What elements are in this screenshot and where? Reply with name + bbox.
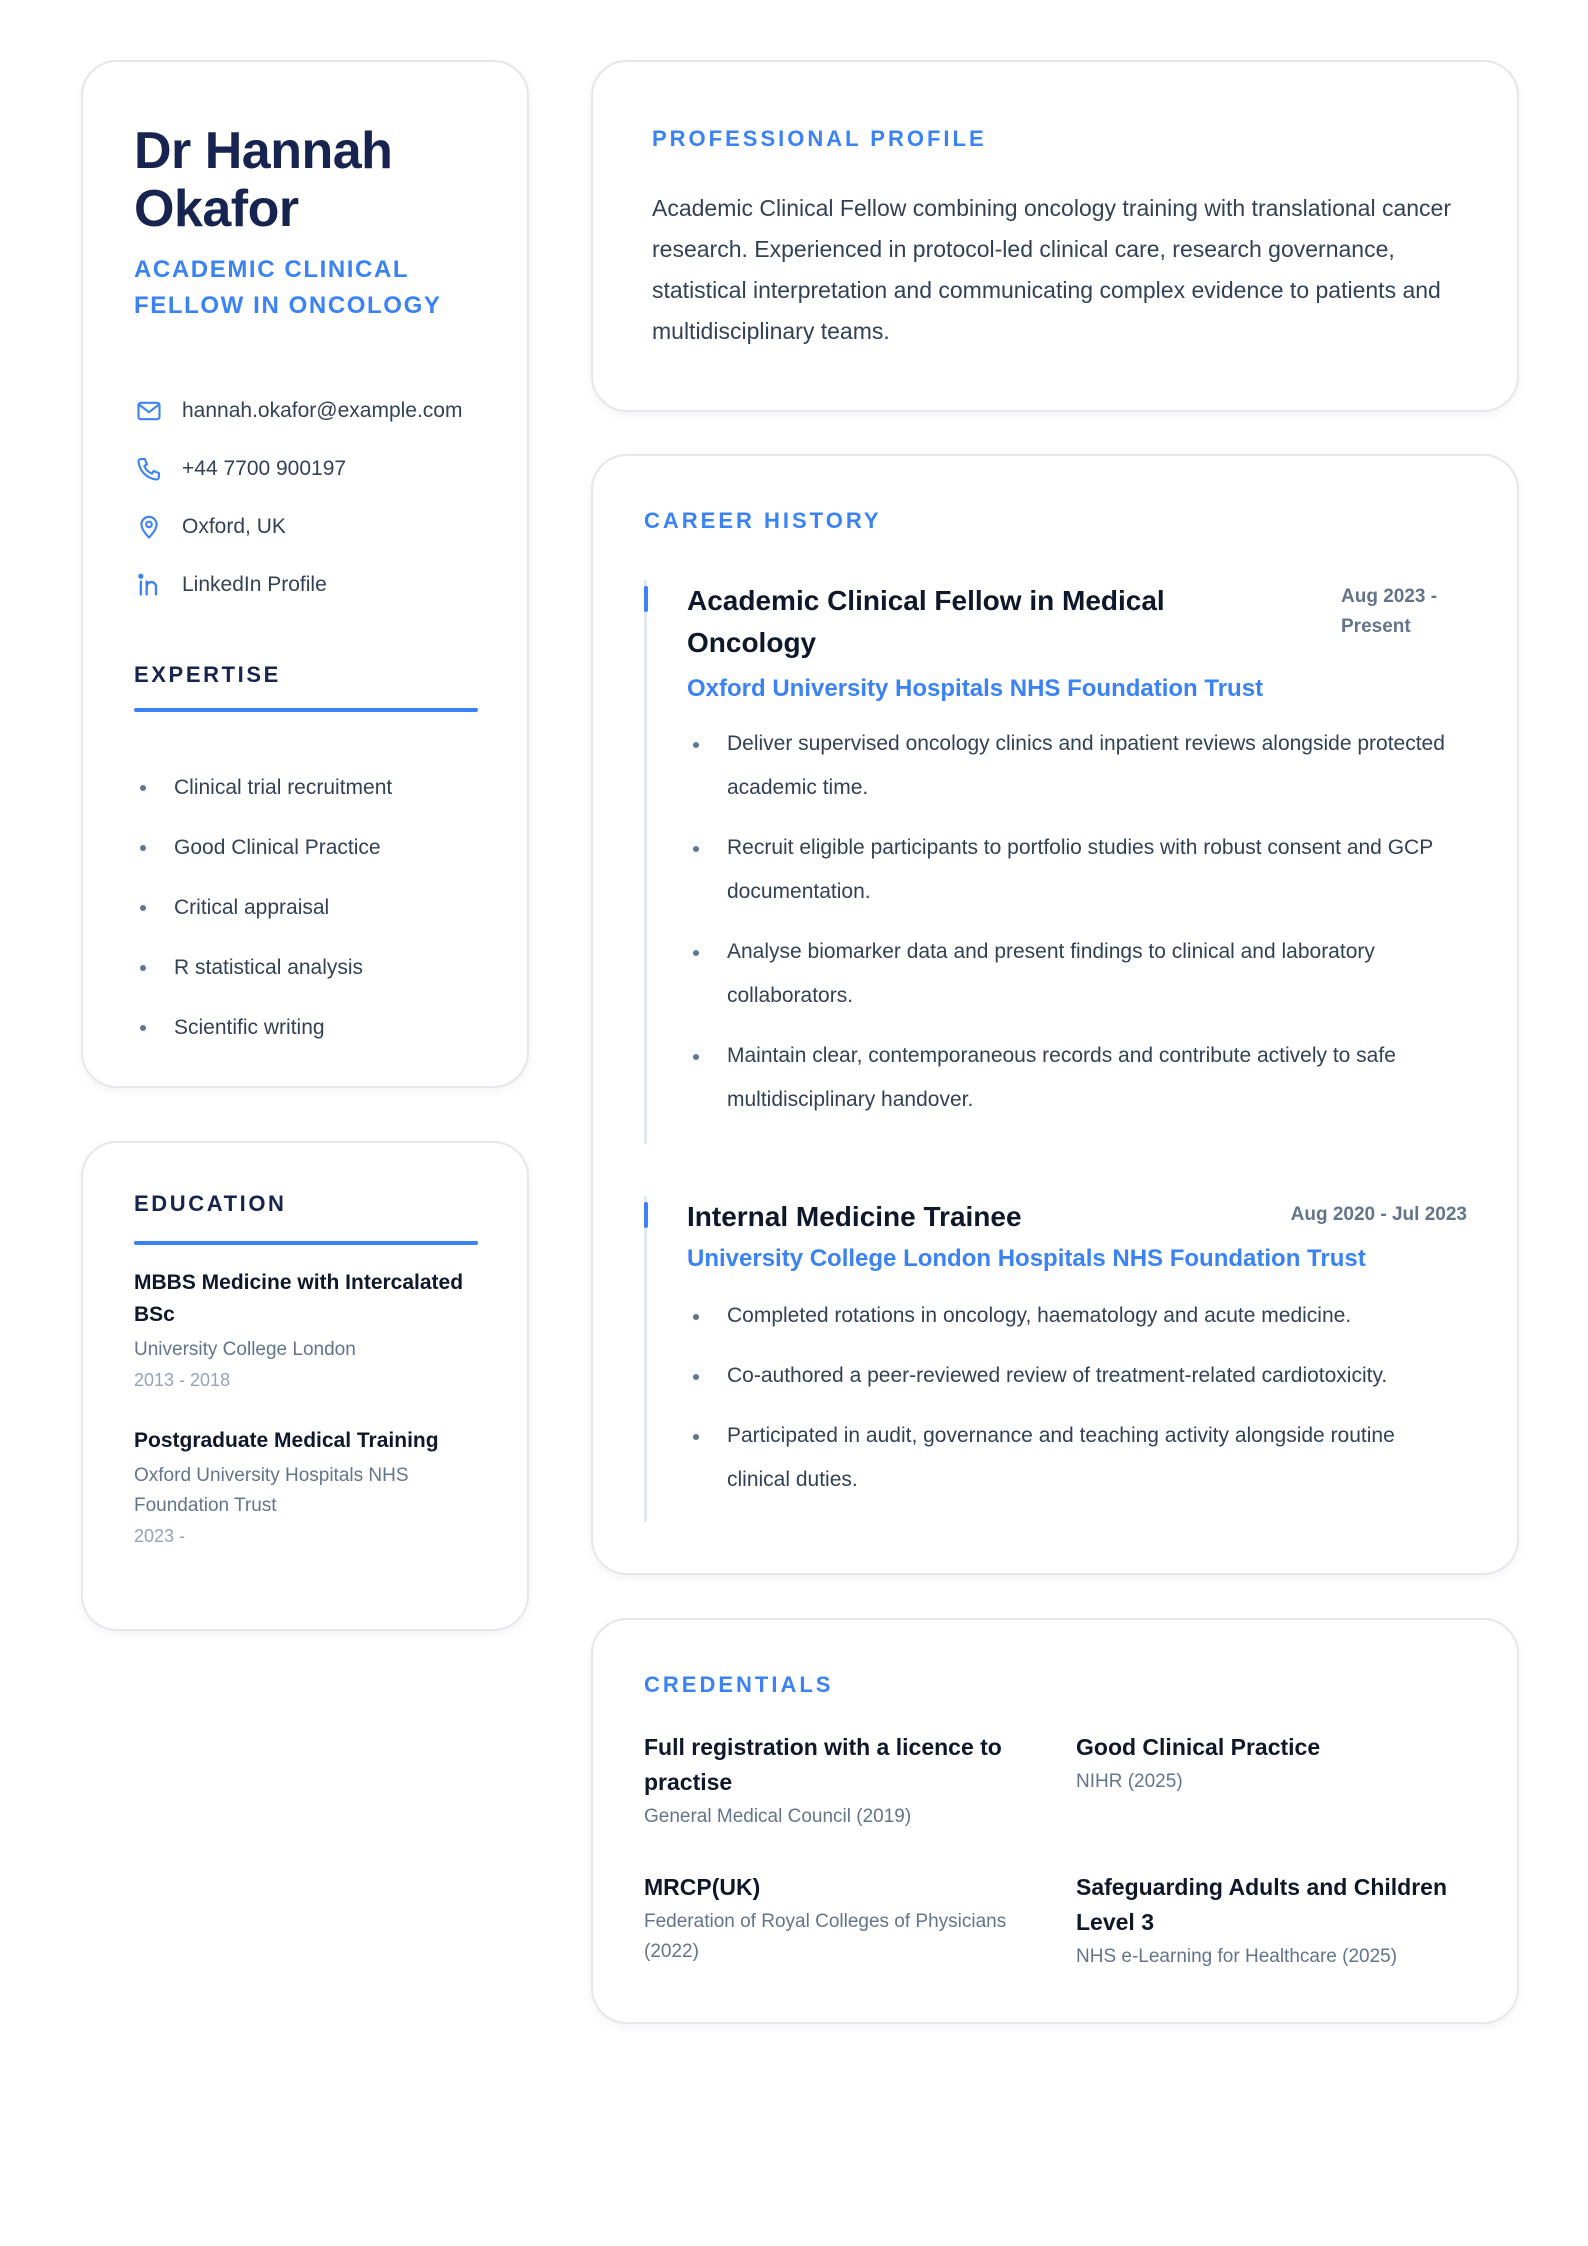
contact-location <box>134 498 514 556</box>
career-history-card <box>591 454 1519 1575</box>
duty-text: Analyse biomarker data and present findings to clinical and laboratory collaborators. <box>727 940 1375 1007</box>
job-dates: Aug 2023 - Present <box>1341 586 1438 637</box>
education-entry <box>134 1267 478 1395</box>
bullet-icon <box>693 1054 699 1060</box>
credential-item <box>644 1870 1044 1967</box>
skill-label: Scientific writing <box>174 1016 325 1039</box>
candidate-role: ACADEMIC CLINICAL FELLOW IN ONCOLOGY <box>134 256 442 319</box>
profile-summary: Academic Clinical Fellow combining oncology training with translational cancer research. Experienced in protocol-led clinical care, research governance, statistical interpretation and communicating complex evidence to patients and multidisciplinary teams. <box>652 195 1451 344</box>
contact-list <box>134 382 514 614</box>
credentials-card <box>591 1618 1519 2024</box>
credentials-heading: CREDENTIALS <box>644 1672 834 1697</box>
mail-icon <box>134 396 164 426</box>
years: 2013 - 2018 <box>134 1370 231 1390</box>
list-item <box>687 722 1447 810</box>
credential-source: NHS e-Learning for Healthcare (2025) <box>1076 1946 1398 1967</box>
duty-text: Maintain clear, contemporaneous records and contribute actively to safe multidisciplinary handover. <box>727 1044 1396 1111</box>
bullet-icon <box>693 1374 699 1380</box>
credential-title: Full registration with a licence to practise <box>644 1734 1002 1795</box>
profile-card <box>81 60 529 1088</box>
education-entry <box>134 1425 478 1551</box>
credential-title: MRCP(UK) <box>644 1874 761 1900</box>
skill-label: Clinical trial recruitment <box>174 776 393 799</box>
list-item <box>687 1034 1447 1122</box>
bullet-icon <box>693 1434 699 1440</box>
job-duties <box>687 1294 1447 1518</box>
list-item <box>134 998 478 1058</box>
professional-profile-card <box>591 60 1519 412</box>
list-item <box>687 826 1447 914</box>
list-item <box>687 930 1447 1018</box>
degree-title: Postgraduate Medical Training <box>134 1429 439 1452</box>
credential-source: NIHR (2025) <box>1076 1771 1183 1792</box>
credential-item <box>1076 1730 1476 1797</box>
expertise-list <box>134 758 478 1058</box>
bullet-icon <box>140 845 146 851</box>
career-heading: CAREER HISTORY <box>644 508 882 533</box>
bullet-icon <box>140 905 146 911</box>
education-heading: EDUCATION <box>134 1191 287 1216</box>
credential-source: General Medical Council (2019) <box>644 1806 912 1827</box>
job-entry <box>644 1196 1467 1522</box>
job-entry <box>644 580 1464 1144</box>
duty-text: Completed rotations in oncology, haematology and acute medicine. <box>727 1304 1352 1327</box>
list-item <box>134 758 478 818</box>
duty-text: Deliver supervised oncology clinics and inpatient reviews alongside protected academic time. <box>727 732 1445 799</box>
bullet-icon <box>140 965 146 971</box>
skill-label: R statistical analysis <box>174 956 364 979</box>
job-organisation: Oxford University Hospitals NHS Foundation Trust <box>687 675 1264 702</box>
list-item <box>134 878 478 938</box>
credential-title: Good Clinical Practice <box>1076 1734 1321 1760</box>
bullet-icon <box>693 950 699 956</box>
bullet-icon <box>693 742 699 748</box>
candidate-name: Dr Hannah Okafor <box>134 122 393 238</box>
list-item <box>134 938 478 998</box>
bullet-icon <box>140 785 146 791</box>
years: 2023 - <box>134 1526 186 1546</box>
contact-phone[interactable] <box>134 440 514 498</box>
duty-text: Co-authored a peer-reviewed review of treatment-related cardiotoxicity. <box>727 1364 1388 1387</box>
credential-source: Federation of Royal Colleges of Physicians (2022) <box>644 1911 1007 1962</box>
institution: Oxford University Hospitals NHS Foundation Trust <box>134 1465 409 1516</box>
list-item <box>687 1414 1447 1502</box>
location-text: Oxford, UK <box>182 515 286 538</box>
job-title: Internal Medicine Trainee <box>687 1201 1022 1232</box>
location-pin-icon <box>134 512 164 542</box>
credential-title: Safeguarding Adults and Children Level 3 <box>1076 1874 1447 1935</box>
bullet-icon <box>693 846 699 852</box>
phone-text: +44 7700 900197 <box>182 457 347 480</box>
job-dates: Aug 2020 - Jul 2023 <box>1290 1204 1467 1225</box>
phone-icon <box>134 454 164 484</box>
list-item <box>687 1354 1447 1398</box>
job-marker <box>644 1202 648 1228</box>
job-organisation: University College London Hospitals NHS Foundation Trust <box>687 1245 1366 1272</box>
skill-label: Critical appraisal <box>174 896 330 919</box>
education-card <box>81 1141 529 1631</box>
skill-label: Good Clinical Practice <box>174 836 381 859</box>
expertise-heading: EXPERTISE <box>134 662 281 687</box>
duty-text: Recruit eligible participants to portfolio studies with robust consent and GCP documentation. <box>727 836 1433 903</box>
linkedin-text: LinkedIn Profile <box>182 573 327 596</box>
institution: University College London <box>134 1339 356 1360</box>
bullet-icon <box>140 1025 146 1031</box>
duty-text: Participated in audit, governance and teaching activity alongside routine clinical duties. <box>727 1424 1395 1491</box>
degree-title: MBBS Medicine with Intercalated BSc <box>134 1271 464 1326</box>
job-duties <box>687 722 1447 1138</box>
profile-heading: PROFESSIONAL PROFILE <box>652 126 987 151</box>
email-text: hannah.okafor@example.com <box>182 399 463 422</box>
list-item <box>687 1294 1447 1338</box>
expertise-divider <box>134 708 478 712</box>
linkedin-icon <box>134 570 164 600</box>
bullet-icon <box>693 1314 699 1320</box>
contact-email[interactable] <box>134 382 514 440</box>
credential-item <box>1076 1870 1476 1972</box>
education-divider <box>134 1241 478 1245</box>
credential-item <box>644 1730 1034 1832</box>
contact-linkedin[interactable] <box>134 556 514 614</box>
job-title: Academic Clinical Fellow in Medical Oncology <box>687 585 1165 658</box>
job-marker <box>644 586 648 612</box>
list-item <box>134 818 478 878</box>
